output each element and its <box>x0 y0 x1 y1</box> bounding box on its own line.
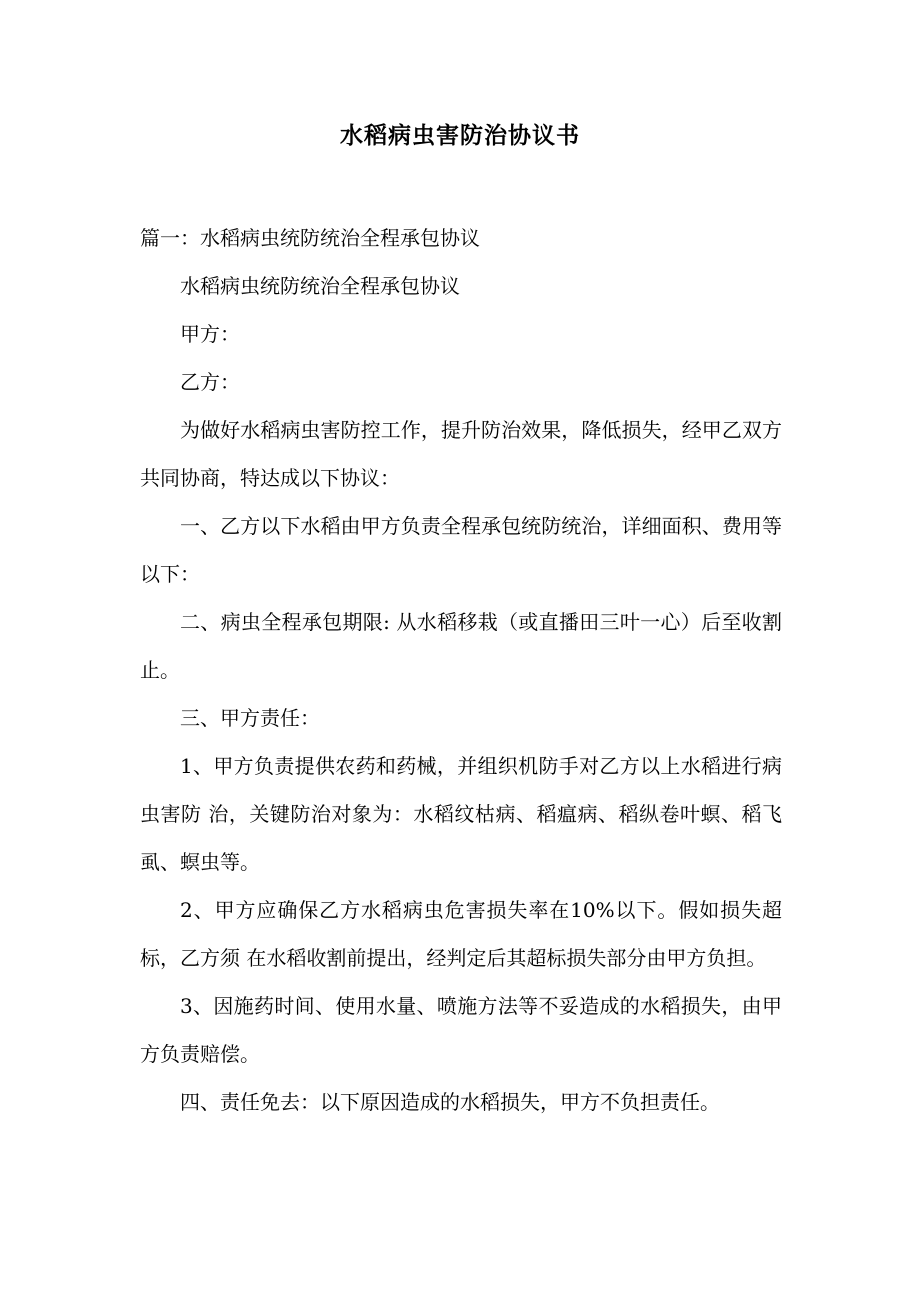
clause-3-item-2: 2、甲方应确保乙方水稻病虫危害损失率在10%以下。假如损失超标，乙方须 在水稻收割前提出，经判定后其超标损失部分由甲方负担。 <box>140 898 782 970</box>
preamble-paragraph: 为做好水稻病虫害防控工作，提升防治效果，降低损失，经甲乙双方共同协商，特达成以下协议： <box>140 418 782 490</box>
document-body <box>140 214 782 1126</box>
party-b-label: 乙方： <box>180 370 240 394</box>
document-title: 水稻病虫害防治协议书 <box>340 122 580 149</box>
clause-2: 二、病虫全程承包期限: 从水稻移栽（或直播田三叶一心）后至收割止。 <box>140 610 782 682</box>
clause-4: 四、责任免去：以下原因造成的水稻损失，甲方不负担责任。 <box>180 1090 720 1114</box>
clause-3-item-3: 3、因施药时间、使用水量、喷施方法等不妥造成的水稻损失，由甲方负责赔偿。 <box>140 994 782 1066</box>
clause-3-heading: 三、甲方责任： <box>180 706 320 730</box>
clause-1: 一、乙方以下水稻由甲方负责全程承包统防统治，详细面积、费用等以下： <box>140 514 782 586</box>
clause-3-item-1: 1、甲方负责提供农药和药械，并组织机防手对乙方以上水稻进行病虫害防 治，关键防治对象为：水稻纹枯病、稻瘟病、稻纵卷叶螟、稻飞虱、螟虫等。 <box>140 754 782 874</box>
agreement-name: 水稻病虫统防统治全程承包协议 <box>180 274 460 298</box>
section-heading: 篇一：水稻病虫统防统治全程承包协议 <box>140 226 480 250</box>
party-a-label: 甲方： <box>180 322 240 346</box>
